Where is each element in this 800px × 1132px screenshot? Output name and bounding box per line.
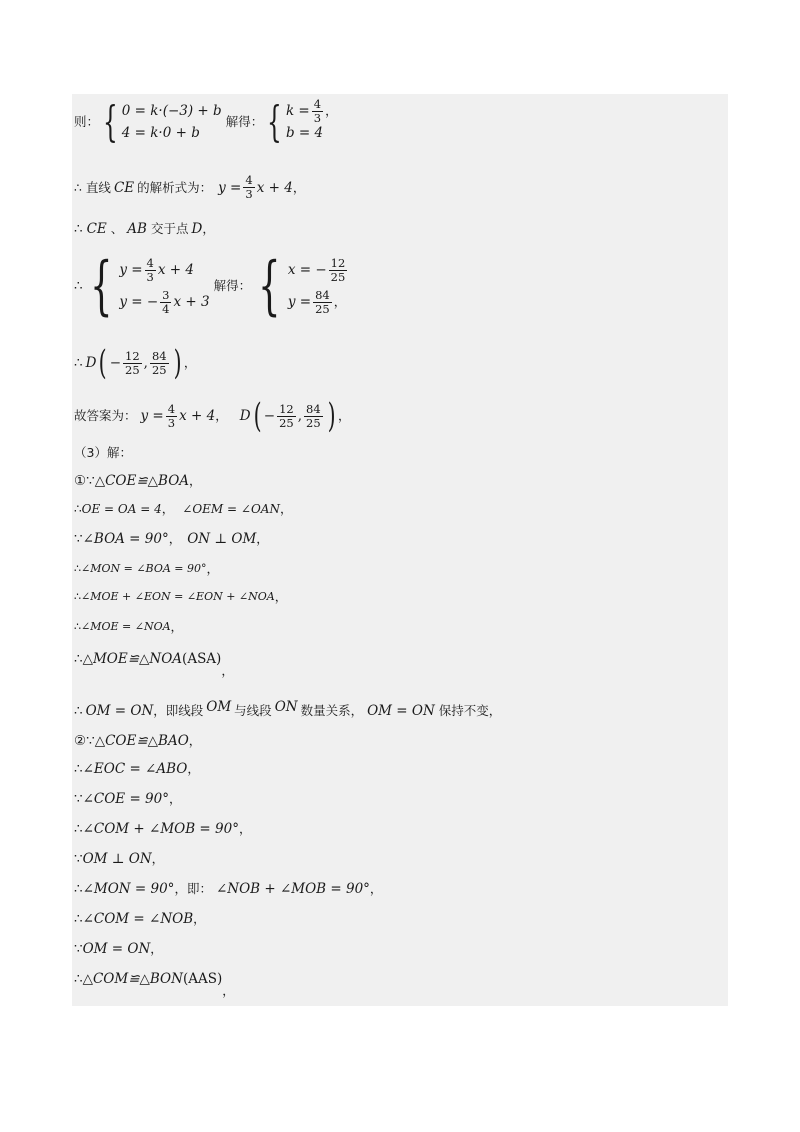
- comma: ，: [221, 663, 234, 678]
- comma: ，: [206, 561, 220, 576]
- segment-on: ON: [274, 699, 298, 715]
- math-expression: OM ⊥ ON: [82, 851, 152, 867]
- therefore-symbol: ∴: [74, 620, 81, 633]
- math-expression: ∠COE = 90°: [82, 791, 169, 807]
- left-brace: {: [103, 97, 118, 146]
- segment-om: OM: [206, 699, 232, 715]
- line-coe-90: [74, 790, 182, 808]
- text-label: ，即：: [174, 881, 212, 896]
- math-expression: OM = ON: [82, 941, 151, 957]
- comma: ，: [188, 733, 202, 748]
- because-symbol: ②∵: [74, 733, 95, 749]
- math-expression: ∠MOE + ∠EON = ∠EON + ∠NOA: [81, 590, 275, 603]
- equation-2: y = − $\frac{3}{4}$ x + 3: [119, 287, 210, 316]
- b-solution: b = 4: [285, 125, 324, 141]
- y-solution: y = $\frac{84}{25}$ ，: [287, 287, 347, 316]
- separator: ，: [215, 408, 228, 423]
- open-paren: (: [99, 343, 108, 383]
- then-label: 则：: [74, 114, 100, 129]
- math-expression: △COE≌△BAO: [94, 733, 189, 749]
- because-symbol: ∵: [74, 941, 83, 957]
- math-expression: ∠NOB + ∠MOB = 90°: [215, 881, 370, 897]
- part-3-heading: （3）解：: [74, 445, 132, 460]
- line-congruence-asa: [74, 650, 234, 678]
- separator: ，: [168, 531, 182, 546]
- math-expression: ∠COM = ∠NOB: [82, 911, 194, 927]
- line-congruence-2: [74, 732, 201, 750]
- comma: ，: [151, 851, 165, 866]
- therefore-symbol: ∴: [74, 221, 83, 237]
- x-solution: x = − $\frac{12}{25}$: [287, 255, 346, 284]
- minus-sign: −: [263, 408, 276, 424]
- comma: ，: [193, 911, 206, 926]
- fraction: $\frac{12}{25}$: [125, 348, 140, 377]
- comma: ，: [170, 619, 184, 634]
- equation-2: 4 = k·0 + b: [121, 125, 200, 141]
- point-d: D: [239, 408, 251, 424]
- answer-label: 故答案为：: [74, 408, 137, 423]
- math-expression: ∠OEM = ∠OAN: [182, 502, 280, 516]
- fraction: $\frac{84}{25}$: [151, 348, 167, 377]
- therefore-symbol: ∴: [74, 562, 81, 575]
- text-label: 与线段: [234, 703, 272, 718]
- open-paren: (: [253, 396, 262, 436]
- k-solution: k = $\frac{4}{3}$ ，: [285, 96, 338, 125]
- therefore-symbol: ∴: [74, 651, 83, 667]
- text-label: ，即线段: [153, 703, 204, 718]
- left-brace: {: [89, 249, 113, 323]
- left-brace: {: [258, 249, 281, 323]
- fraction: $\frac{4}{3}$: [245, 173, 253, 201]
- text-label: 的解析式为：: [137, 179, 213, 195]
- line-system-intersection: [74, 249, 349, 323]
- line-intersection: [74, 220, 215, 238]
- therefore-symbol: ∴: [74, 355, 83, 371]
- math-expression: ∠COM + ∠MOB = 90°: [82, 821, 239, 837]
- minus-sign: −: [109, 355, 121, 371]
- expr-rest: x + 4: [179, 408, 216, 424]
- therefore-line-text: ∴ 直线: [74, 179, 111, 195]
- comma: ，: [183, 355, 197, 370]
- math-expression: ∠EOC = ∠ABO: [82, 761, 188, 777]
- comma: ，: [187, 761, 200, 776]
- line-point-d: [74, 343, 197, 383]
- comma: ，: [292, 179, 306, 195]
- comma: ，: [189, 473, 202, 488]
- comma: ，: [222, 983, 235, 998]
- line-moe-noa: [74, 618, 183, 636]
- line-system-k-b: [74, 96, 338, 146]
- line-eoc-abo: [74, 760, 200, 778]
- therefore-symbol: ∴: [74, 911, 83, 927]
- equation-1: 0 = k·(−3) + b: [121, 103, 222, 119]
- reason-aas: (AAS): [182, 971, 223, 987]
- line-om-perp-on: [74, 850, 164, 868]
- math-expression: △COE≌△BOA: [94, 473, 190, 489]
- fraction: $\frac{4}{3}$: [167, 401, 176, 430]
- equation-1: y = $\frac{4}{3}$ x + 4: [119, 255, 194, 284]
- comma: ，: [202, 221, 215, 236]
- separator: ，: [161, 501, 175, 516]
- math-expression: ON ⊥ OM: [187, 531, 257, 547]
- comma: ，: [274, 589, 288, 604]
- math-expression: △MOE≌△NOA: [82, 651, 183, 667]
- point-d: D: [85, 355, 97, 371]
- close-paren: ): [173, 343, 182, 383]
- line-ce-expression: [74, 174, 305, 201]
- solution-system: [288, 254, 349, 318]
- comma: ，: [150, 941, 163, 956]
- text-label: 交于点: [150, 221, 189, 236]
- comma: ，: [168, 791, 182, 806]
- math-expression: OE = OA = 4: [81, 502, 162, 516]
- fraction: $\frac{4}{3}$: [313, 96, 322, 125]
- line-com-nob: [74, 910, 206, 928]
- reason-asa: (ASA): [182, 651, 222, 667]
- solution-sheet: [72, 94, 728, 1006]
- line-mon-90: [74, 560, 219, 578]
- line-congruence-1: [74, 472, 202, 490]
- therefore-symbol: ∴: [74, 278, 83, 294]
- separator: 、: [110, 221, 124, 236]
- because-symbol: ①∵: [74, 473, 95, 489]
- line-angle-sum: [74, 588, 287, 606]
- therefore-symbol: ∴: [74, 502, 82, 516]
- comma: ，: [238, 821, 252, 836]
- equation-system: [119, 254, 209, 318]
- comma: ,: [297, 408, 303, 424]
- fraction: $\frac{12}{25}$: [279, 401, 294, 430]
- therefore-symbol: ∴: [74, 761, 83, 777]
- because-symbol: ∵: [74, 791, 83, 807]
- therefore-symbol: ∴: [74, 881, 83, 897]
- segment-ce: CE: [86, 221, 107, 237]
- text-label: 数量关系，: [300, 703, 364, 718]
- math-expression: ∠MON = 90°: [82, 881, 175, 897]
- text-label: 保持不变，: [438, 703, 502, 718]
- comma: ，: [256, 531, 269, 546]
- line-om-eq-on: [74, 940, 163, 958]
- because-symbol: ∵: [74, 851, 83, 867]
- line-congruence-aas: [74, 970, 235, 998]
- line-oe-oa: [74, 500, 292, 518]
- segment-ab: AB: [127, 221, 147, 237]
- y-equals: y =: [218, 179, 242, 196]
- because-symbol: ∵: [74, 531, 83, 547]
- therefore-symbol: ∴: [74, 590, 81, 603]
- therefore-symbol: ∴: [74, 971, 83, 987]
- line-om-on-invariant: [74, 699, 502, 720]
- equation-system: [122, 100, 222, 144]
- solution-system: [285, 96, 338, 144]
- comma: ，: [337, 408, 351, 423]
- comma: ,: [143, 355, 148, 371]
- close-paren: ): [327, 396, 336, 436]
- math-expression: OM = ON: [367, 703, 435, 719]
- point-d: D: [191, 221, 203, 237]
- math-expression: ∠BOA = 90°: [82, 531, 169, 547]
- left-brace: {: [267, 97, 282, 146]
- comma: ，: [279, 501, 293, 516]
- line-com-mob: [74, 820, 251, 838]
- comma: ，: [369, 881, 383, 896]
- math-expression: ∠MON = ∠BOA = 90°: [81, 562, 207, 575]
- therefore-symbol: ∴: [74, 703, 83, 719]
- expr-rest: x + 4: [256, 179, 293, 196]
- line-answer: [74, 396, 351, 436]
- math-expression: △COM≌△BON: [82, 971, 183, 987]
- math-expression: OM = ON: [85, 703, 154, 719]
- solve-label: 解得：: [213, 278, 252, 293]
- therefore-symbol: ∴: [74, 821, 83, 837]
- fraction: $\frac{84}{25}$: [306, 401, 321, 430]
- solve-label: 解得：: [225, 114, 264, 129]
- math-expression: ∠MOE = ∠NOA: [81, 620, 171, 633]
- y-equals: y =: [140, 408, 164, 424]
- line-boa-90: [74, 530, 269, 548]
- line-ce: CE: [113, 179, 135, 196]
- line-mon-90-nob: [74, 880, 382, 898]
